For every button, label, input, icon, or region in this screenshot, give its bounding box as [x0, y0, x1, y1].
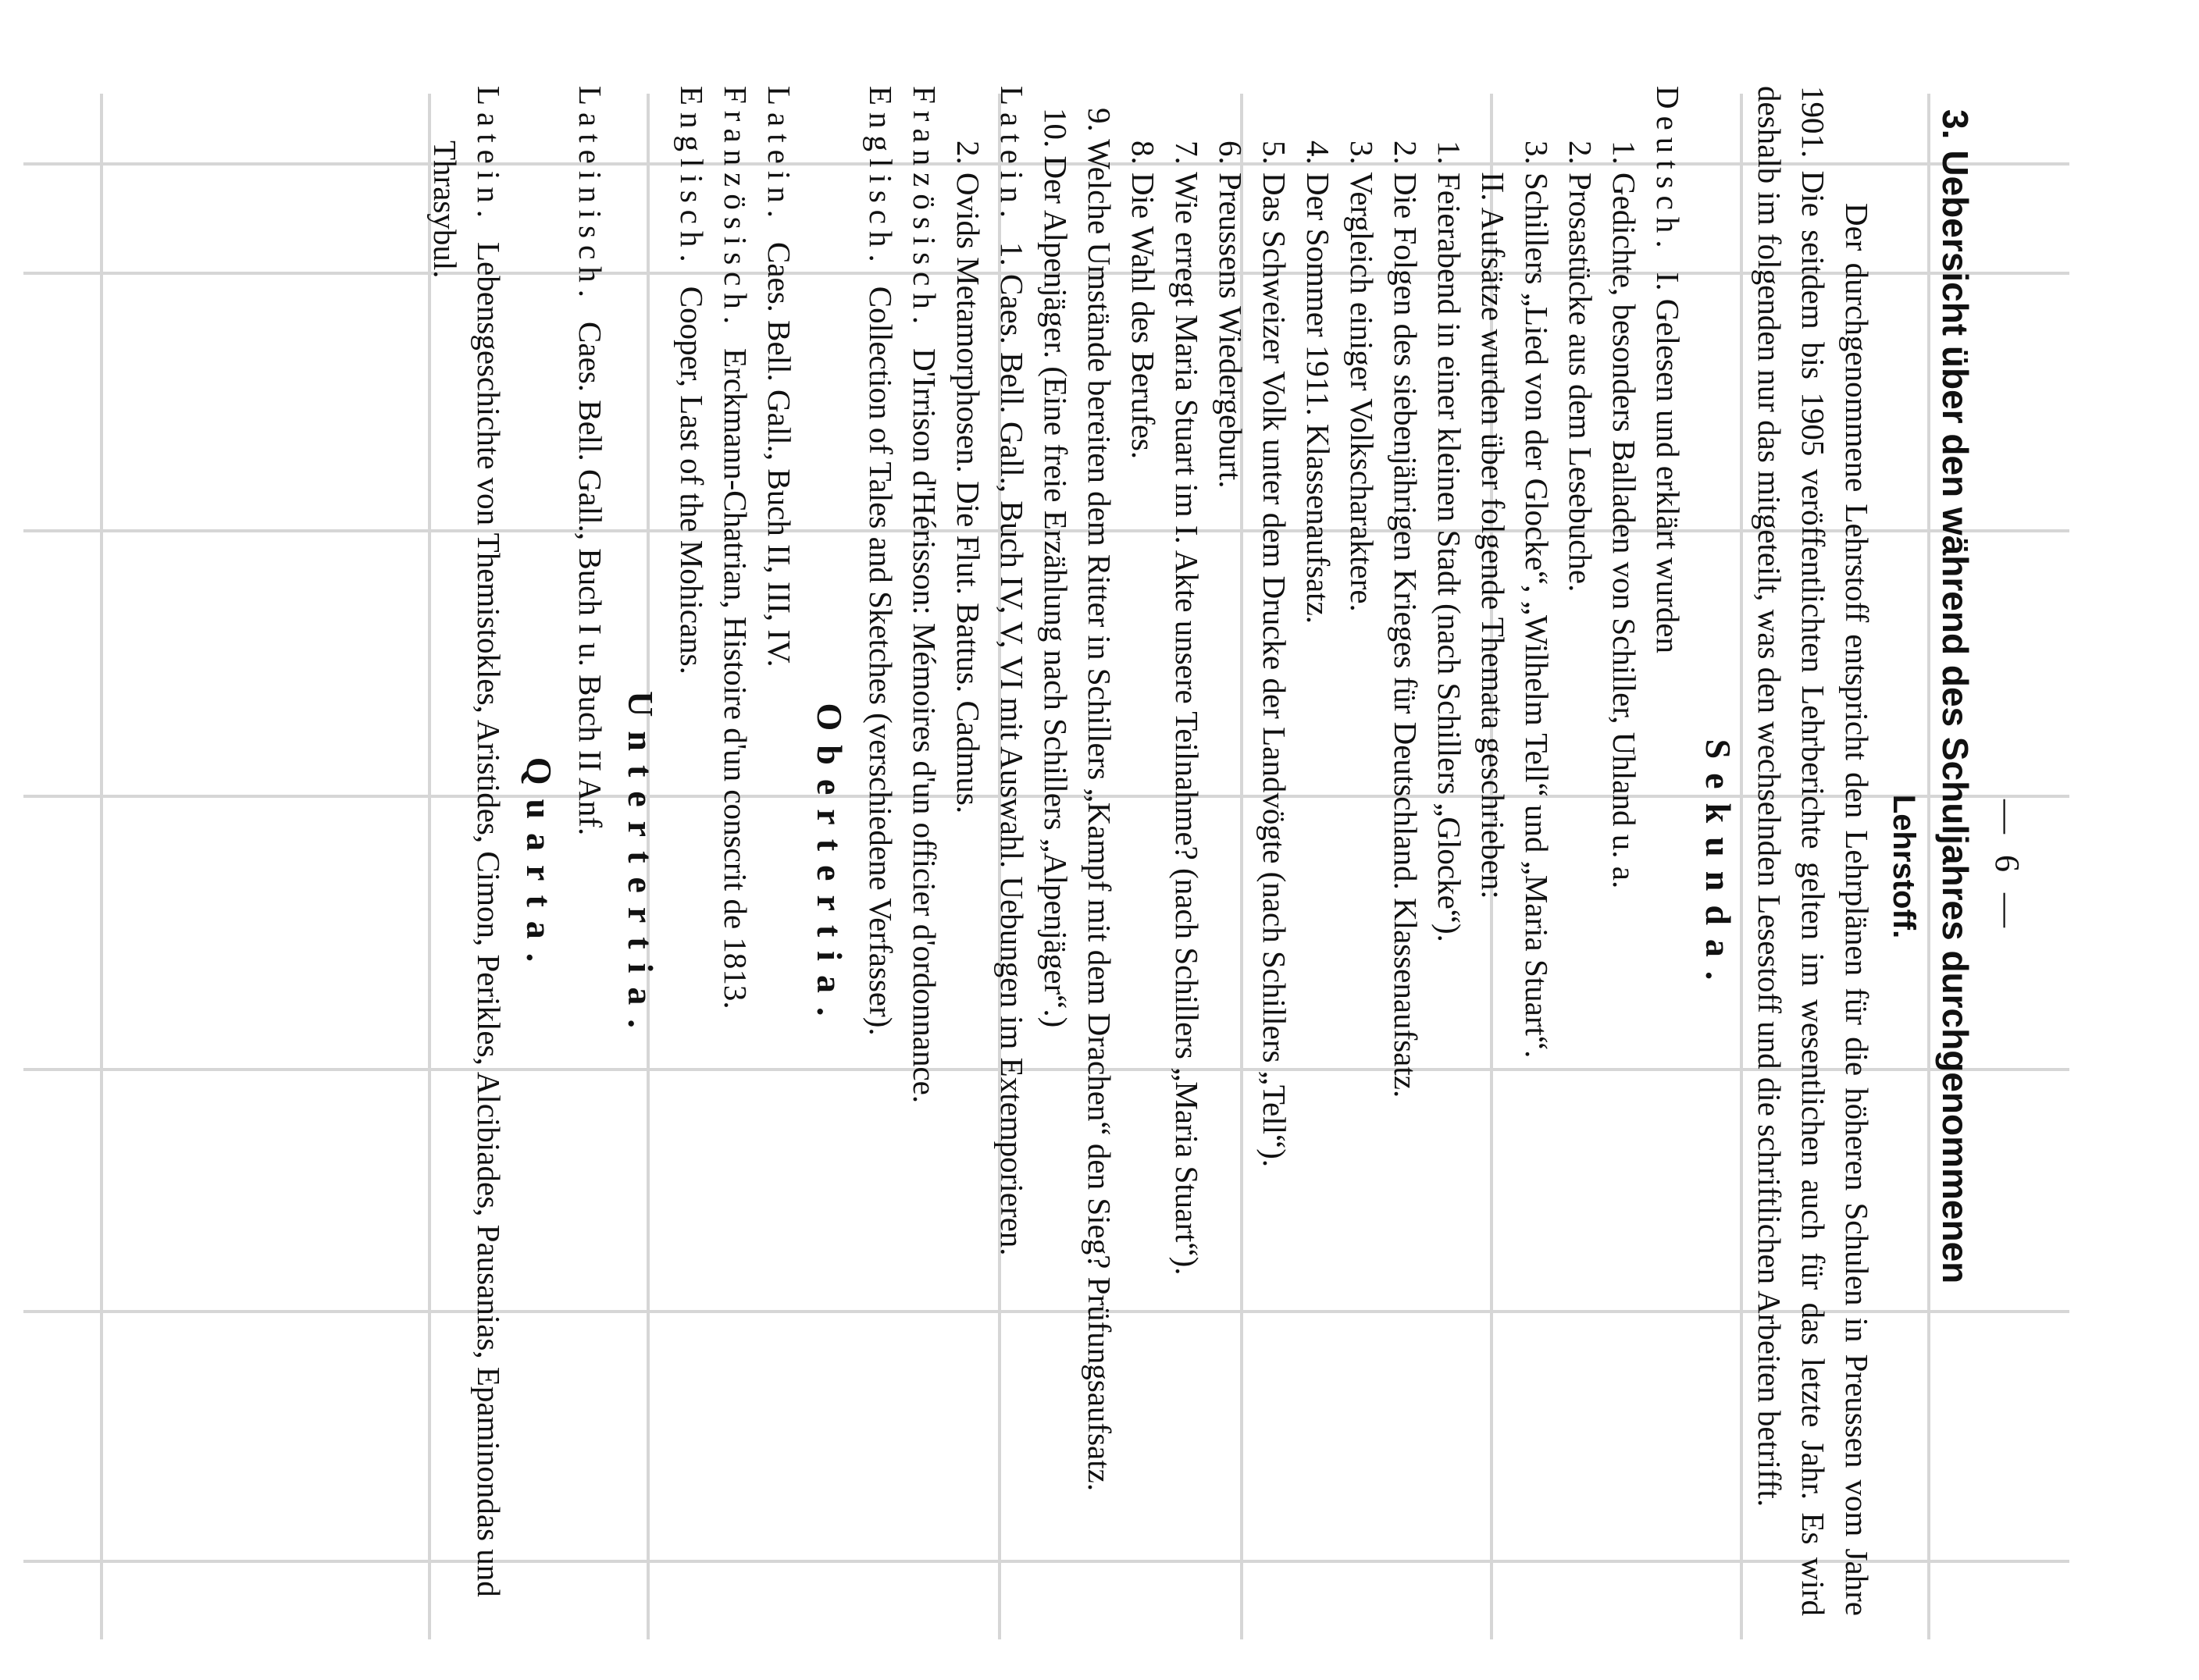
subject-label-englisch: Englisch.: [674, 86, 710, 269]
heading-obertertia: Obertertia.: [810, 703, 850, 1030]
latein-line: [568, 86, 612, 1647]
heading-untertertia: Untertertia.: [621, 691, 661, 1042]
section-subtitle: Lehrstoff.: [1887, 794, 1921, 939]
essay-item: 9. Welche Umstände bereiten dem Ritter in Schillers „Kampf mit dem Drachen“ den Sieg? Prüfungsaufsatz.: [1082, 108, 1117, 1492]
deutsch-intro: I. Gelesen und erklärt wurden: [1650, 272, 1686, 654]
subject-label-franzoesisch: Französisch.: [907, 86, 943, 332]
page-number: — 6 —: [1988, 799, 2026, 934]
intro-paragraph: Der durchgenommene Lehrstoff entspricht den Lehrplänen für die höheren Schulen in Preussen vom Jahre 1901. Die seitdem bis 1905 veröffentlichten Lehrberichte gelten im wesentlichen auch für das letzte Jahr. Es wird deshalb im folgenden nur das mitgeteilt, was den wechselnden Lesestoff und die schriftlichen Arbeiten betrifft.: [1752, 86, 1875, 1616]
engl-text: Collection of Tales and Sketches (verschiedene Verfasser).: [863, 286, 899, 1036]
franz-text: D'Irrison d'Hérisson: Mémoires d'un officier d'ordonnance.: [907, 348, 943, 1104]
list-item: 3. Schillers „Lied von der Glocke“, „Wilhelm Tell“ und „Maria Stuart“.: [1519, 141, 1555, 1059]
essay-item: 6. Preussens Wiedergeburt.: [1213, 141, 1249, 489]
engl-line: [670, 86, 714, 1647]
essay-item: 2. Die Folgen des siebenjährigen Krieges für Deutschland. Klassenaufsatz.: [1388, 141, 1424, 1098]
essay-item: 1. Feierabend in einer kleinen Stadt (nach Schillers „Glocke“).: [1431, 141, 1467, 942]
subject-label-deutsch: Deutsch.: [1650, 86, 1686, 255]
engl-text: Cooper, Last of the Mohicans.: [674, 286, 710, 674]
section-title-text: Uebersicht über den während des Schuljahres durchgenommenen: [1935, 150, 1976, 1284]
section-title: [1932, 86, 1979, 1639]
latein-text: Caes. Bell. Gall., Buch II, III, IV.: [761, 241, 797, 667]
aufsaetze-intro: II. Aufsätze wurden über folgende Themata geschrieben:: [1475, 172, 1511, 899]
engl-line: [859, 86, 903, 1647]
document-page: [0, 86, 2030, 1647]
franz-line: [903, 86, 946, 1647]
subject-label-latein: Latein.: [471, 86, 507, 225]
essay-item: 8. Die Wahl des Berufes.: [1125, 141, 1161, 460]
latein-item: 2. Ovids Metamorphosen. Die Flut. Battus. Cadmus.: [950, 141, 986, 814]
latein-line: [423, 86, 511, 1624]
subject-label-latein: Latein.: [994, 86, 1030, 225]
subject-label-englisch: Englisch.: [863, 86, 899, 269]
heading-sekunda: Sekunda.: [1698, 739, 1738, 995]
essay-item: 7. Wie erregt Maria Stuart im I. Akte unsere Teilnahme? (nach Schillers „Maria Stuart“).: [1169, 141, 1205, 1276]
heading-quarta: Quarta.: [519, 756, 559, 977]
essay-item: 5. Das Schweizer Volk unter dem Drucke der Landvögte (nach Schillers „Tell“).: [1256, 141, 1292, 1168]
franz-line: [714, 86, 757, 1647]
latein-item: 1. Caes. Bell. Gall., Buch IV, V, VI mit Auswahl. Uebungen im Extemporieren.: [994, 241, 1030, 1256]
latein-line: [757, 86, 801, 1647]
essay-item: 3. Vergleich einiger Volkscharaktere.: [1344, 141, 1380, 612]
list-item: 1. Gedichte, besonders Balladen von Schiller, Uhland u. a.: [1606, 141, 1642, 889]
subject-label-lateinisch: Lateinisch.: [572, 86, 608, 305]
subject-label-franzoesisch: Französisch.: [718, 86, 754, 332]
essay-item: 4. Der Sommer 1911. Klassenaufsatz.: [1300, 141, 1336, 625]
subject-label-latein: Latein.: [761, 86, 797, 225]
latein-text: Caes. Bell. Gall., Buch I u. Buch II Anf.: [572, 322, 608, 836]
essay-item: 10. Der Alpenjäger. (Eine freie Erzählung nach Schillers „Alpenjäger“.): [1038, 108, 1074, 1028]
list-item: 2. Prosastücke aus dem Lesebuche.: [1563, 141, 1598, 593]
section-number: 3.: [1935, 109, 1976, 140]
latein-text: Lebensgeschichte von Themistokles, Aristides, Cimon, Perikles, Alcibiades, Pausanias, Epaminondas und Thrasybul.: [427, 141, 507, 1597]
deutsch-line: [1646, 86, 1690, 1647]
latein-line: [990, 86, 1034, 1647]
franz-text: Erckmann-Chatrian, Histoire d'un conscrit de 1813.: [718, 348, 754, 1009]
